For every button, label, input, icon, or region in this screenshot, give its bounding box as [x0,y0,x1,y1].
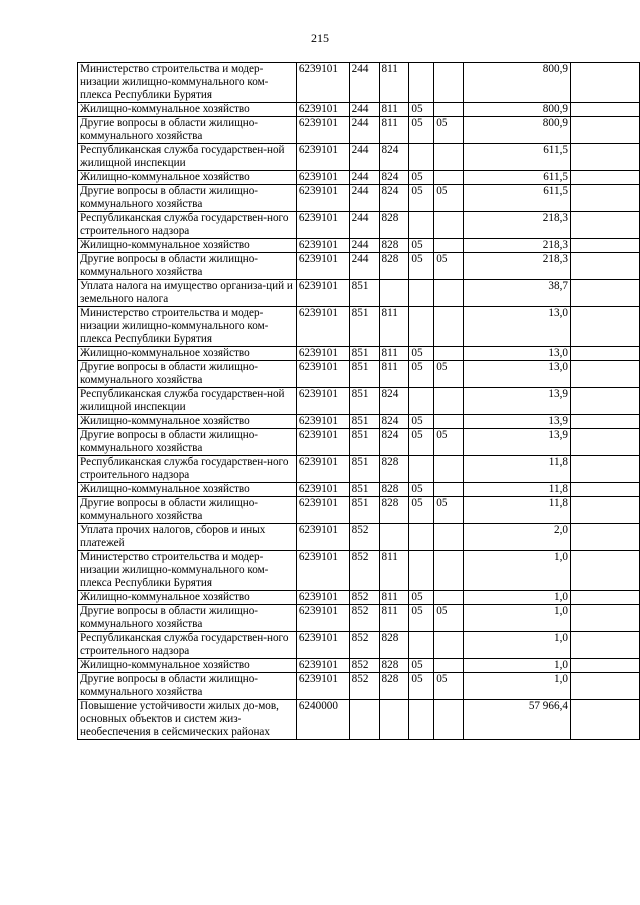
empty-cell [570,63,639,103]
empty-cell [570,429,639,456]
expense-type-cell: 852 [349,659,379,673]
subsection-cell [434,388,464,415]
expense-type-cell: 851 [349,429,379,456]
subsection-cell [434,415,464,429]
target-article-cell: 6239101 [296,415,349,429]
expense-name-cell: Министерство строительства и модер-низации жилищно-коммунального ком-плекса Республики Бурятия [78,551,297,591]
department-cell: 828 [379,483,409,497]
expense-type-cell: 244 [349,63,379,103]
amount-cell: 13,9 [464,415,571,429]
expense-name-cell: Жилищно-коммунальное хозяйство [78,239,297,253]
target-article-cell: 6239101 [296,456,349,483]
target-article-cell: 6239101 [296,361,349,388]
section-cell: 05 [409,103,434,117]
subsection-cell: 05 [434,429,464,456]
expense-type-cell: 244 [349,103,379,117]
expense-name-cell: Повышение устойчивости жилых до-мов, основных объектов и систем жиз-необеспечения в сейсмических районах [78,700,297,740]
subsection-cell [434,63,464,103]
expense-name-cell: Жилищно-коммунальное хозяйство [78,171,297,185]
department-cell: 811 [379,347,409,361]
empty-cell [570,605,639,632]
expense-type-cell: 851 [349,388,379,415]
amount-cell: 13,0 [464,347,571,361]
expense-name-cell: Жилищно-коммунальное хозяйство [78,591,297,605]
target-article-cell: 6239101 [296,144,349,171]
subsection-cell [434,591,464,605]
expense-type-cell: 852 [349,524,379,551]
expense-name-cell: Республиканская служба государствен-ного строительного надзора [78,456,297,483]
empty-cell [570,673,639,700]
amount-cell: 611,5 [464,171,571,185]
amount-cell: 800,9 [464,63,571,103]
department-cell: 828 [379,632,409,659]
section-cell [409,700,434,740]
amount-cell: 611,5 [464,185,571,212]
empty-cell [570,632,639,659]
expense-type-cell: 851 [349,280,379,307]
table-row [78,185,640,212]
expense-type-cell: 244 [349,171,379,185]
section-cell [409,212,434,239]
table-row [78,239,640,253]
subsection-cell: 05 [434,253,464,280]
department-cell: 811 [379,605,409,632]
subsection-cell [434,212,464,239]
amount-cell: 2,0 [464,524,571,551]
target-article-cell: 6239101 [296,429,349,456]
department-cell: 811 [379,117,409,144]
empty-cell [570,659,639,673]
subsection-cell [434,239,464,253]
department-cell: 828 [379,253,409,280]
subsection-cell: 05 [434,673,464,700]
department-cell: 828 [379,673,409,700]
section-cell: 05 [409,429,434,456]
target-article-cell: 6239101 [296,551,349,591]
amount-cell: 1,0 [464,659,571,673]
expense-type-cell: 244 [349,117,379,144]
expense-type-cell: 851 [349,497,379,524]
department-cell: 828 [379,239,409,253]
department-cell: 824 [379,415,409,429]
expense-name-cell: Жилищно-коммунальное хозяйство [78,659,297,673]
department-cell: 811 [379,63,409,103]
empty-cell [570,185,639,212]
expense-type-cell: 244 [349,212,379,239]
department-cell: 828 [379,659,409,673]
empty-cell [570,551,639,591]
subsection-cell [434,659,464,673]
expense-name-cell: Министерство строительства и модер-низации жилищно-коммунального ком-плекса Республики Бурятия [78,307,297,347]
department-cell: 811 [379,551,409,591]
section-cell: 05 [409,185,434,212]
expense-name-cell: Республиканская служба государствен-ного строительного надзора [78,632,297,659]
expense-type-cell: 244 [349,253,379,280]
empty-cell [570,700,639,740]
department-cell: 824 [379,429,409,456]
section-cell: 05 [409,117,434,144]
empty-cell [570,456,639,483]
target-article-cell: 6239101 [296,632,349,659]
subsection-cell [434,700,464,740]
table-row [78,659,640,673]
department-cell: 824 [379,171,409,185]
expense-name-cell: Другие вопросы в области жилищно-коммунального хозяйства [78,185,297,212]
budget-table [77,62,640,740]
empty-cell [570,361,639,388]
department-cell [379,524,409,551]
expense-type-cell: 852 [349,605,379,632]
target-article-cell: 6239101 [296,117,349,144]
section-cell: 05 [409,171,434,185]
table-row [78,361,640,388]
expense-name-cell: Другие вопросы в области жилищно-коммунального хозяйства [78,429,297,456]
section-cell [409,63,434,103]
amount-cell: 13,0 [464,361,571,388]
expense-name-cell: Другие вопросы в области жилищно-коммунального хозяйства [78,361,297,388]
empty-cell [570,524,639,551]
department-cell: 811 [379,361,409,388]
amount-cell: 611,5 [464,144,571,171]
section-cell: 05 [409,361,434,388]
empty-cell [570,212,639,239]
department-cell: 811 [379,591,409,605]
target-article-cell: 6239101 [296,280,349,307]
expense-type-cell: 244 [349,144,379,171]
department-cell: 828 [379,456,409,483]
amount-cell: 1,0 [464,673,571,700]
empty-cell [570,103,639,117]
expense-name-cell: Республиканская служба государствен-ной жилищной инспекции [78,144,297,171]
target-article-cell: 6239101 [296,185,349,212]
empty-cell [570,144,639,171]
table-row [78,415,640,429]
amount-cell: 1,0 [464,605,571,632]
section-cell [409,280,434,307]
subsection-cell: 05 [434,117,464,144]
subsection-cell [434,524,464,551]
department-cell: 824 [379,388,409,415]
target-article-cell: 6239101 [296,63,349,103]
expense-type-cell: 852 [349,591,379,605]
table-row [78,632,640,659]
expense-type-cell: 851 [349,307,379,347]
subsection-cell: 05 [434,605,464,632]
amount-cell: 13,0 [464,307,571,347]
table-row [78,673,640,700]
subsection-cell: 05 [434,361,464,388]
expense-name-cell: Уплата налога на имущество организа-ций и земельного налога [78,280,297,307]
subsection-cell [434,103,464,117]
section-cell [409,307,434,347]
table-row [78,280,640,307]
subsection-cell [434,456,464,483]
subsection-cell [434,171,464,185]
amount-cell: 218,3 [464,239,571,253]
section-cell: 05 [409,253,434,280]
expense-type-cell: 244 [349,239,379,253]
subsection-cell [434,483,464,497]
empty-cell [570,347,639,361]
subsection-cell [434,551,464,591]
target-article-cell: 6239101 [296,239,349,253]
section-cell [409,388,434,415]
expense-name-cell: Другие вопросы в области жилищно-коммунального хозяйства [78,673,297,700]
amount-cell: 218,3 [464,253,571,280]
amount-cell: 11,8 [464,483,571,497]
empty-cell [570,239,639,253]
target-article-cell: 6239101 [296,347,349,361]
expense-type-cell: 851 [349,456,379,483]
amount-cell: 57 966,4 [464,700,571,740]
amount-cell: 13,9 [464,388,571,415]
expense-type-cell: 244 [349,185,379,212]
section-cell: 05 [409,347,434,361]
expense-type-cell: 851 [349,347,379,361]
empty-cell [570,307,639,347]
department-cell: 811 [379,103,409,117]
amount-cell: 38,7 [464,280,571,307]
target-article-cell: 6239101 [296,253,349,280]
expense-name-cell: Другие вопросы в области жилищно-коммунального хозяйства [78,605,297,632]
amount-cell: 1,0 [464,632,571,659]
department-cell: 811 [379,307,409,347]
section-cell: 05 [409,659,434,673]
target-article-cell: 6239101 [296,673,349,700]
subsection-cell: 05 [434,185,464,212]
expense-name-cell: Республиканская служба государствен-ной жилищной инспекции [78,388,297,415]
table-row [78,591,640,605]
target-article-cell: 6239101 [296,171,349,185]
table-row [78,253,640,280]
expense-name-cell: Жилищно-коммунальное хозяйство [78,415,297,429]
amount-cell: 1,0 [464,551,571,591]
table-row [78,429,640,456]
empty-cell [570,280,639,307]
table-row [78,117,640,144]
amount-cell: 11,8 [464,497,571,524]
amount-cell: 800,9 [464,117,571,144]
empty-cell [570,117,639,144]
subsection-cell [434,632,464,659]
table-row [78,347,640,361]
section-cell: 05 [409,497,434,524]
expense-name-cell: Жилищно-коммунальное хозяйство [78,103,297,117]
empty-cell [570,171,639,185]
amount-cell: 218,3 [464,212,571,239]
empty-cell [570,415,639,429]
department-cell [379,700,409,740]
department-cell: 828 [379,497,409,524]
section-cell [409,456,434,483]
table-body [78,63,640,740]
subsection-cell: 05 [434,497,464,524]
section-cell: 05 [409,673,434,700]
page-number: 215 [311,31,329,45]
section-cell [409,551,434,591]
expense-name-cell: Другие вопросы в области жилищно-коммунального хозяйства [78,253,297,280]
section-cell [409,144,434,171]
table-row [78,388,640,415]
section-cell: 05 [409,483,434,497]
target-article-cell: 6239101 [296,605,349,632]
expense-name-cell: Уплата прочих налогов, сборов и иных платежей [78,524,297,551]
table-row [78,483,640,497]
expense-name-cell: Жилищно-коммунальное хозяйство [78,347,297,361]
amount-cell: 800,9 [464,103,571,117]
table-row [78,605,640,632]
empty-cell [570,497,639,524]
expense-type-cell: 851 [349,483,379,497]
expense-name-cell: Другие вопросы в области жилищно-коммунального хозяйства [78,117,297,144]
table-row [78,144,640,171]
department-cell: 828 [379,212,409,239]
expense-type-cell: 852 [349,673,379,700]
section-cell: 05 [409,591,434,605]
expense-type-cell: 851 [349,415,379,429]
table-row [78,103,640,117]
table-row [78,171,640,185]
target-article-cell: 6239101 [296,212,349,239]
section-cell [409,524,434,551]
section-cell: 05 [409,239,434,253]
expense-type-cell: 851 [349,361,379,388]
target-article-cell: 6239101 [296,659,349,673]
section-cell: 05 [409,605,434,632]
table-row [78,307,640,347]
subsection-cell [434,280,464,307]
expense-type-cell [349,700,379,740]
subsection-cell [434,347,464,361]
target-article-cell: 6239101 [296,307,349,347]
table-row [78,524,640,551]
target-article-cell: 6240000 [296,700,349,740]
expense-type-cell: 852 [349,551,379,591]
empty-cell [570,483,639,497]
target-article-cell: 6239101 [296,591,349,605]
expense-type-cell: 852 [349,632,379,659]
amount-cell: 13,9 [464,429,571,456]
section-cell: 05 [409,415,434,429]
empty-cell [570,388,639,415]
target-article-cell: 6239101 [296,524,349,551]
section-cell [409,632,434,659]
subsection-cell [434,144,464,171]
expense-name-cell: Жилищно-коммунальное хозяйство [78,483,297,497]
table-row [78,212,640,239]
expense-name-cell: Республиканская служба государствен-ного строительного надзора [78,212,297,239]
subsection-cell [434,307,464,347]
target-article-cell: 6239101 [296,497,349,524]
table-row [78,700,640,740]
expense-name-cell: Другие вопросы в области жилищно-коммунального хозяйства [78,497,297,524]
table-row [78,63,640,103]
expense-name-cell: Министерство строительства и модер-низации жилищно-коммунального ком-плекса Республики Бурятия [78,63,297,103]
target-article-cell: 6239101 [296,388,349,415]
target-article-cell: 6239101 [296,483,349,497]
amount-cell: 11,8 [464,456,571,483]
empty-cell [570,591,639,605]
amount-cell: 1,0 [464,591,571,605]
table-row [78,551,640,591]
department-cell [379,280,409,307]
table-row [78,497,640,524]
table-row [78,456,640,483]
target-article-cell: 6239101 [296,103,349,117]
department-cell: 824 [379,144,409,171]
department-cell: 824 [379,185,409,212]
empty-cell [570,253,639,280]
